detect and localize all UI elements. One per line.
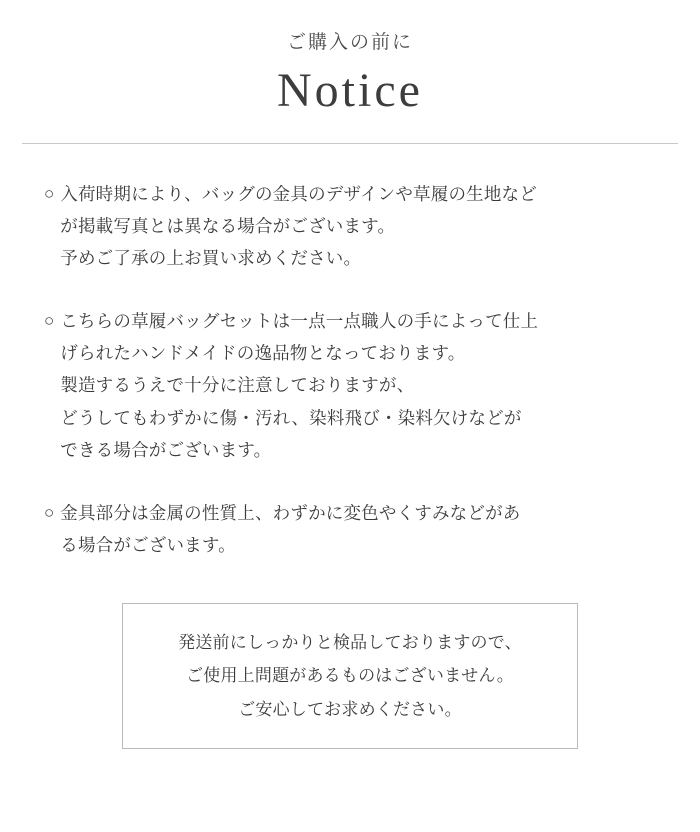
- notice-line: どうしてもわずかに傷・汚れ、染料飛び・染料欠けなどが: [60, 407, 522, 428]
- page-header: [0, 0, 700, 144]
- page-title: Notice: [277, 63, 423, 117]
- notice-line: 製造するうえで十分に注意しておりますが、: [60, 375, 415, 396]
- notice-line: る場合がございます。: [60, 534, 236, 555]
- notice-line: げられたハンドメイドの逸品物となっております。: [60, 343, 466, 364]
- bullet-icon: ○: [44, 183, 55, 203]
- list-item: [44, 178, 656, 275]
- page-subtitle: ご購入の前に: [286, 32, 413, 53]
- notice-line: 入荷時期により、バッグの金具のデザインや草履の生地など: [60, 183, 537, 204]
- note-box-wrapper: [0, 603, 700, 748]
- notice-text: [60, 497, 656, 562]
- note-line: ご使用上問題があるものはございません。: [186, 666, 514, 686]
- note-line: ご安心してお求めください。: [238, 699, 462, 719]
- list-item: [44, 497, 656, 562]
- notice-line: が掲載写真とは異なる場合がございます。: [60, 215, 396, 236]
- notice-text: [60, 178, 656, 275]
- bullet-icon: ○: [44, 310, 55, 330]
- notice-line: できる場合がございます。: [60, 440, 272, 461]
- note-box: [122, 603, 578, 748]
- note-line: 発送前にしっかりと検品しておりますので、: [178, 633, 522, 653]
- list-item: [44, 305, 656, 467]
- notice-line: こちらの草履バッグセットは一点一点職人の手によって仕上: [60, 310, 539, 331]
- notice-line: 金具部分は金属の性質上、わずかに変色やくすみなどがあ: [60, 502, 521, 523]
- notice-line: 予めご了承の上お買い求めください。: [60, 248, 362, 269]
- notice-text: [60, 305, 656, 467]
- notice-list: [0, 144, 700, 562]
- bullet-icon: ○: [44, 502, 55, 522]
